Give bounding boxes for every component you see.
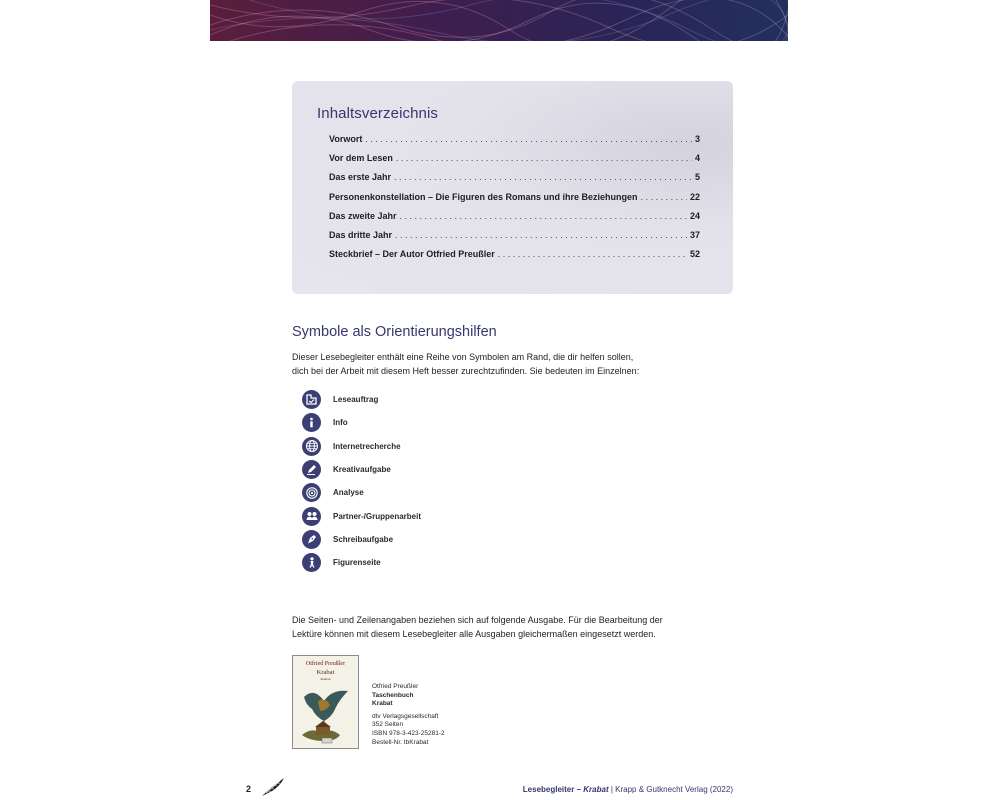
toc-entry-page: 4	[694, 153, 700, 164]
toc-entry[interactable]	[329, 211, 700, 230]
toc-entry-page: 3	[694, 134, 700, 144]
pencil-icon	[302, 460, 321, 479]
header-feather-pattern	[210, 0, 788, 41]
symbol-item-schreibaufgabe	[302, 528, 421, 551]
toc-entry-page: 24	[689, 210, 700, 221]
book-details	[372, 683, 445, 747]
toc-entry-page: 37	[689, 229, 700, 240]
book-order-number: Bestell-Nr. tbKrabat	[372, 738, 429, 746]
toc-leader-dots	[365, 134, 692, 144]
symbol-label: Analyse	[333, 488, 364, 498]
target-icon	[302, 483, 321, 502]
symbol-label: Info	[333, 418, 348, 428]
cover-title: Krabat	[316, 669, 335, 676]
people-icon	[302, 507, 321, 526]
cover-subtitle: Roman	[320, 677, 331, 681]
symbol-label: Kreativaufgabe	[333, 465, 391, 475]
book-title: Krabat	[372, 700, 393, 708]
symbol-item-leseauftrag	[302, 388, 421, 411]
toc-entry-label: Personenkonstellation – Die Figuren des Romans und ihre Beziehungen	[329, 191, 638, 202]
toc-entry[interactable]	[329, 249, 700, 268]
toc-entry-label: Das dritte Jahr	[329, 229, 393, 240]
toc-entry-label: Steckbrief – Der Autor Otfried Preußler	[329, 249, 495, 260]
raven-illustration	[296, 683, 356, 745]
toc-list	[329, 134, 700, 268]
globe-icon	[302, 437, 321, 456]
symbol-item-analyse	[302, 481, 421, 504]
footer-publisher: | Krapp & Gutknecht Verlag (2022)	[610, 785, 733, 794]
toc-entry[interactable]	[329, 153, 700, 172]
symbol-item-info	[302, 411, 421, 434]
intro-line: Dieser Lesebegleiter enthält eine Reihe von Symbolen am Rand, die dir helfen sollen,	[292, 352, 634, 362]
figure-icon	[302, 553, 321, 572]
edition-note-line: Die Seiten- und Zeilenangaben beziehen sich auf folgende Ausgabe. Für die Bearbeitung der	[292, 615, 663, 625]
toc-leader-dots	[394, 172, 692, 182]
symbol-label: Leseauftrag	[333, 395, 379, 405]
symbol-item-kreativaufgabe	[302, 458, 421, 481]
toc-entry[interactable]	[329, 230, 700, 249]
toc-entry-page: 22	[689, 191, 700, 202]
book-author: Otfried Preußler	[372, 683, 419, 690]
toc-entry-page: 5	[694, 172, 700, 183]
toc-entry-label: Das erste Jahr	[329, 172, 392, 183]
toc-entry[interactable]	[329, 134, 700, 153]
quill-icon	[260, 776, 286, 798]
toc-title: Inhaltsverzeichnis	[317, 105, 439, 122]
toc-entry-label: Vorwort	[329, 134, 363, 144]
symbol-label: Internetrecherche	[333, 441, 401, 451]
pen-nib-icon	[302, 530, 321, 549]
symbol-item-figurenseite	[302, 551, 421, 574]
symbols-section-title: Symbole als Orientierungshilfen	[292, 324, 497, 340]
footer-work-title: Krabat	[583, 785, 609, 794]
toc-entry-page: 52	[689, 249, 700, 260]
symbol-label: Schreibaufgabe	[333, 534, 394, 544]
toc-leader-dots	[396, 153, 692, 163]
symbol-label: Figurenseite	[333, 558, 381, 568]
symbol-label: Partner-/Gruppenarbeit	[333, 511, 422, 521]
toc-entry-label: Vor dem Lesen	[329, 153, 393, 164]
toc-entry[interactable]	[329, 172, 700, 191]
toc-entry[interactable]	[329, 192, 700, 211]
footer-series: Lesebegleiter –	[522, 785, 582, 794]
symbol-item-internetrecherche	[302, 435, 421, 458]
edition-note-line: Lektüre können mit diesem Lesebegleiter alle Ausgaben gleichermaßen eingesetzt werden.	[292, 629, 656, 639]
table-of-contents-box	[292, 81, 733, 294]
page-number: 2	[246, 784, 252, 794]
book-cover-image	[292, 655, 359, 749]
book-publisher: dtv Verlagsgesellschaft	[372, 712, 439, 720]
book-isbn: ISBN 978-3-423-25281-2	[372, 729, 445, 737]
footer-credit	[523, 785, 733, 794]
intro-line: dich bei der Arbeit mit diesem Heft besser zurechtzufinden. Sie bedeuten im Einzelnen:	[292, 366, 640, 376]
info-icon	[302, 413, 321, 432]
symbol-legend	[302, 388, 421, 574]
toc-leader-dots	[498, 249, 687, 259]
header-decoration-band	[210, 0, 788, 41]
cover-author: Otfried Preußler	[305, 661, 346, 667]
document-page	[210, 0, 788, 800]
book-format: Taschenbuch	[372, 691, 414, 699]
toc-leader-dots	[400, 211, 687, 221]
symbols-intro-text	[292, 350, 712, 378]
toc-entry-label: Das zweite Jahr	[329, 210, 397, 221]
edition-note	[292, 613, 712, 641]
book-pages: 352 Seiten	[372, 721, 404, 729]
toc-leader-dots	[395, 230, 687, 240]
symbol-item-partnerarbeit	[302, 504, 421, 527]
reading-task-icon	[302, 390, 321, 409]
toc-leader-dots	[641, 192, 687, 202]
